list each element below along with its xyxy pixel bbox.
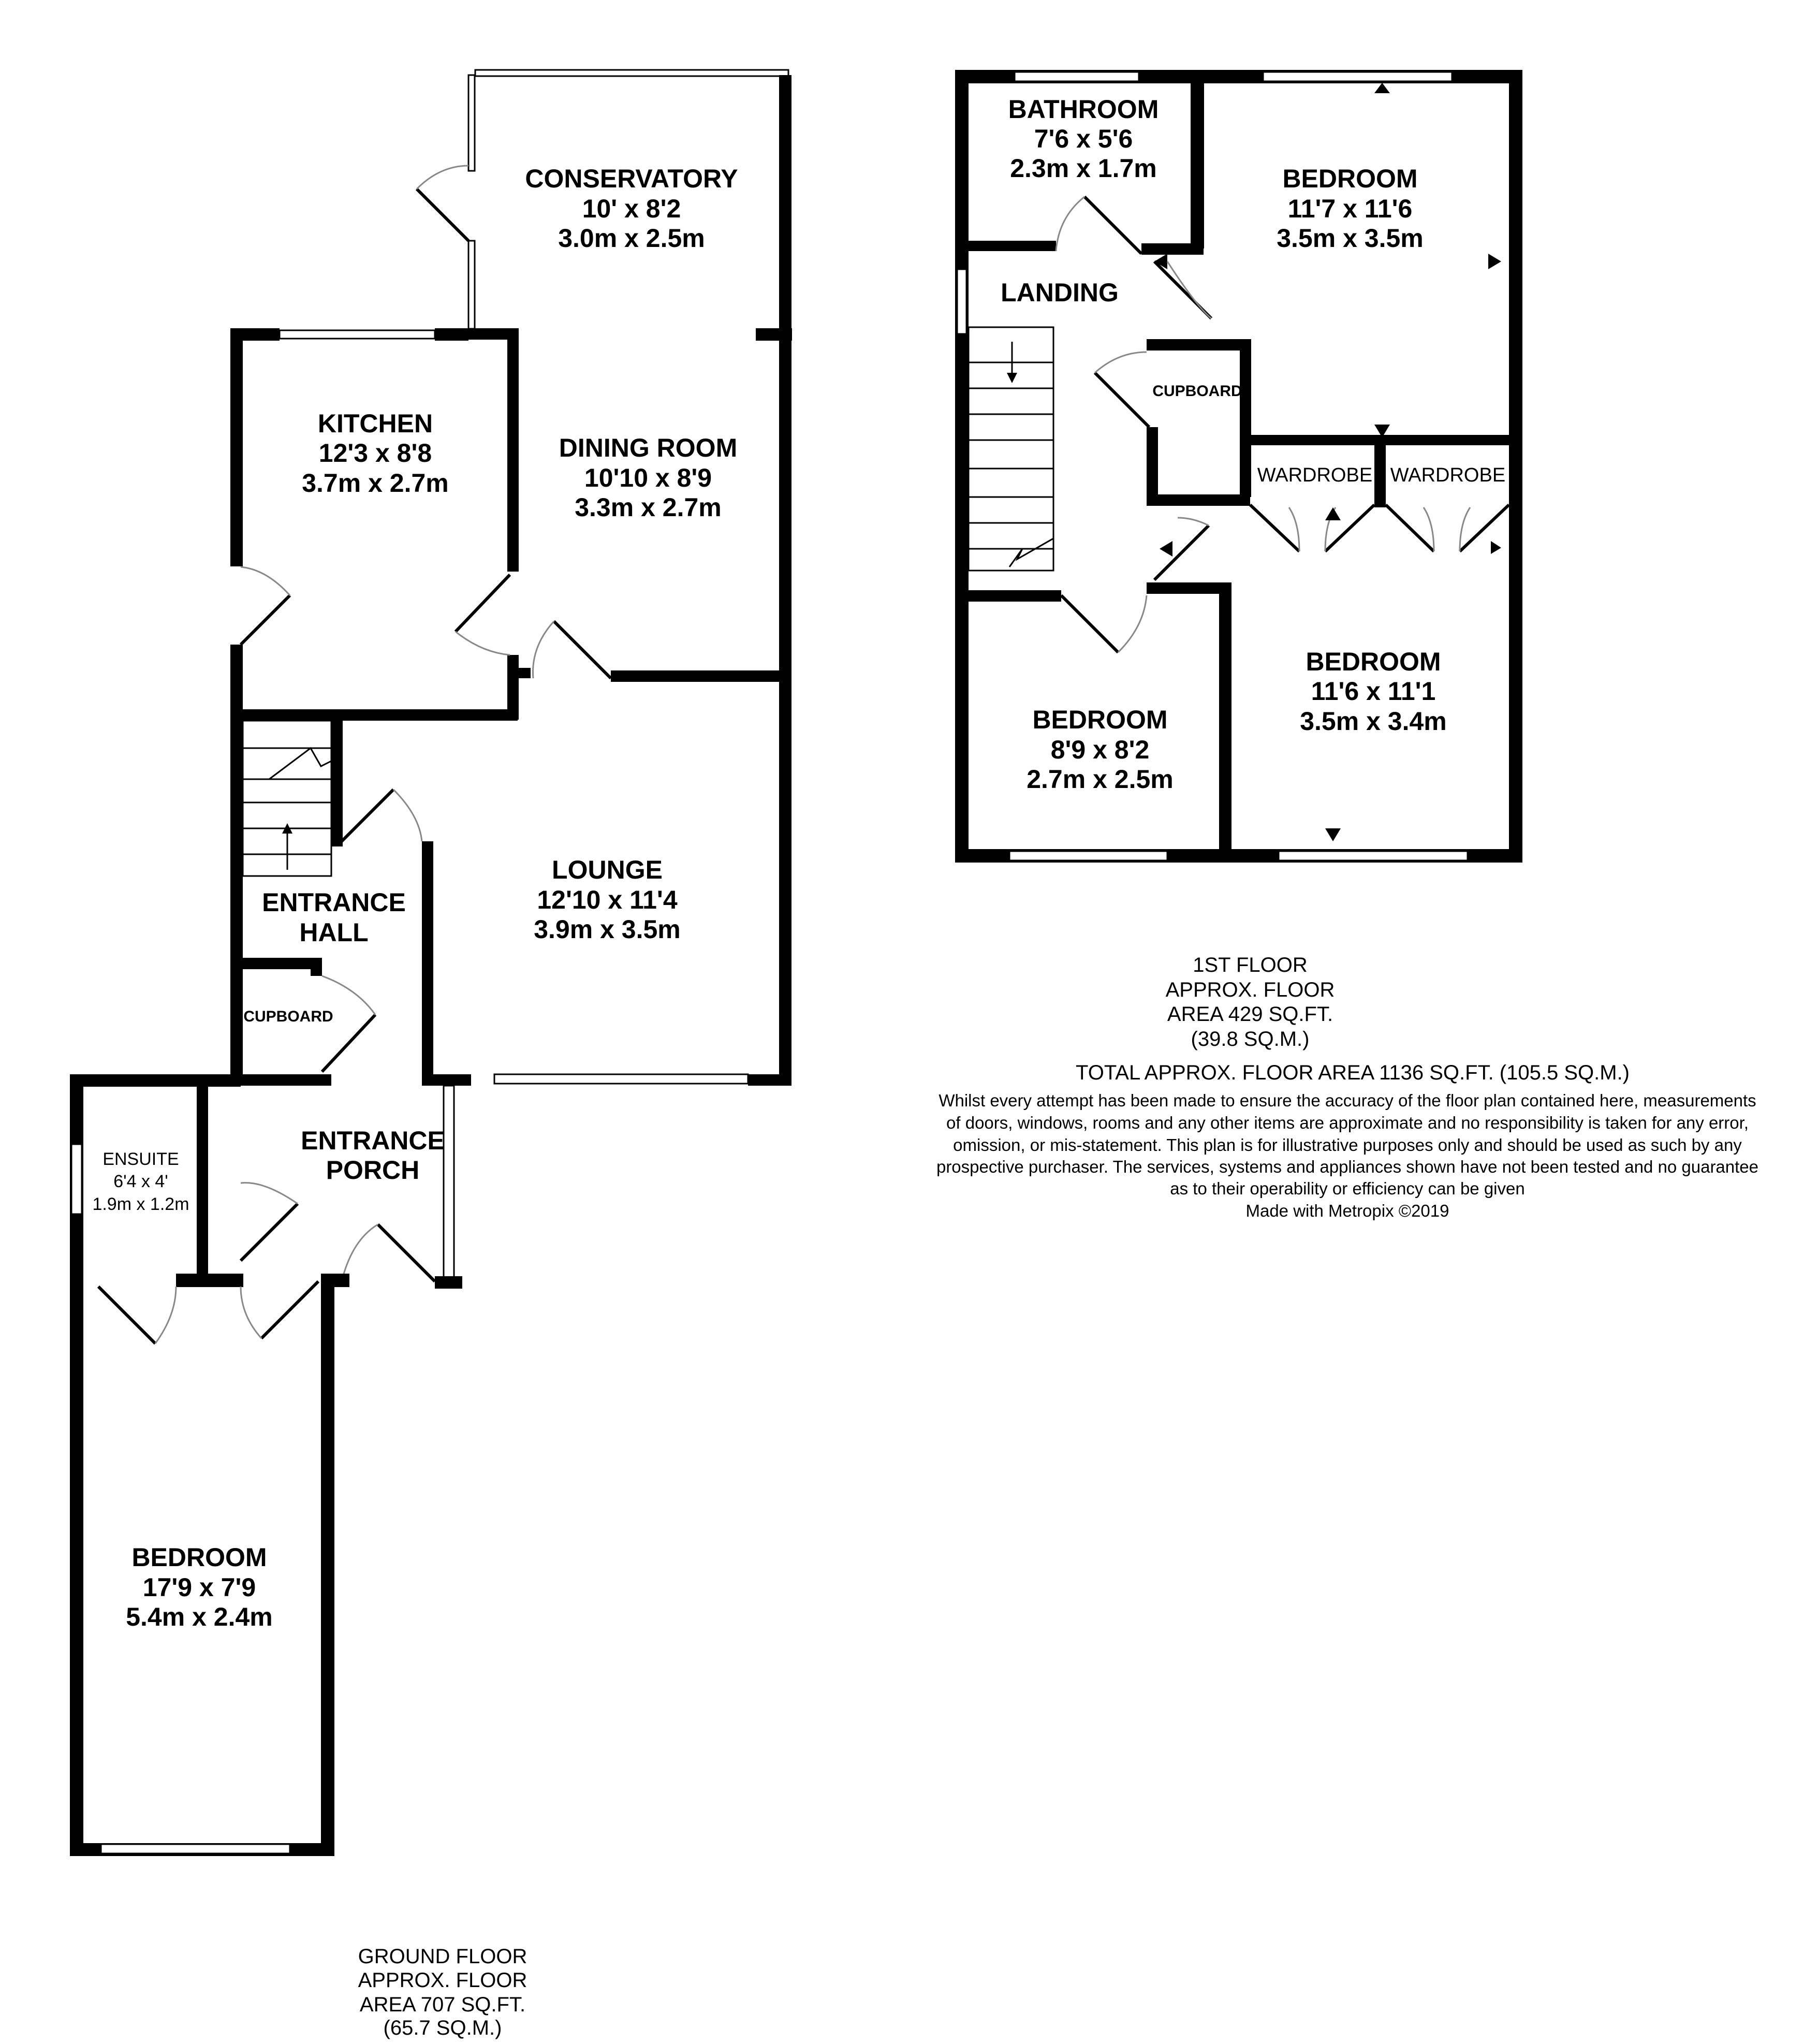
entrance-hall-name-1: ENTRANCE	[262, 888, 406, 917]
bathroom-metric: 2.3m x 1.7m	[1010, 154, 1157, 183]
bathroom-door-swing	[1056, 197, 1084, 251]
bedroom2-imperial: 11'6 x 11'1	[1311, 677, 1436, 706]
lounge-imperial: 12'10 x 11'4	[537, 885, 678, 914]
porch-inner-door-swing	[241, 1183, 298, 1204]
ensuite-name: ENSUITE	[102, 1149, 179, 1169]
hall-stairs	[243, 721, 331, 876]
landing-name: LANDING	[1001, 278, 1119, 307]
landing-cupboard-door[interactable]	[1095, 373, 1149, 427]
first-floor-plan	[955, 70, 1522, 1050]
bathroom-imperial: 7'6 x 5'6	[1034, 124, 1133, 153]
disclaimer-line4: prospective purchaser. The services, systems and appliances shown have not been tested and no guarantee	[936, 1157, 1759, 1176]
entrance-porch-name-1: ENTRANCE	[301, 1126, 445, 1155]
ground-bedroom-name: BEDROOM	[131, 1543, 267, 1572]
kitchen-back-door-swing	[241, 567, 290, 595]
bedroom3-imperial: 8'9 x 8'2	[1050, 735, 1150, 764]
bedroom-door-swing	[241, 1287, 261, 1338]
kitchen-name: KITCHEN	[317, 409, 433, 438]
ground-area-line1: GROUND FLOOR	[358, 1945, 527, 1968]
ground-bedroom-metric: 5.4m x 2.4m	[126, 1602, 273, 1631]
ground-area-line4: (65.7 SQ.M.)	[383, 2017, 502, 2039]
porch-inner-door[interactable]	[241, 1204, 298, 1261]
porch-bedroom-walls	[70, 1074, 462, 1856]
bedroom1-metric: 3.5m x 3.5m	[1277, 224, 1424, 253]
bathroom-door[interactable]	[1084, 197, 1141, 254]
ensuite-imperial: 6'4 x 4'	[113, 1172, 168, 1191]
ground-area-line2: APPROX. FLOOR	[358, 1969, 527, 1992]
disclaimer-line6: Made with Metropix ©2019	[1245, 1201, 1449, 1220]
dining-room-name: DINING ROOM	[559, 433, 738, 462]
ground-bedroom-imperial: 17'9 x 7'9	[142, 1573, 256, 1602]
ground-cupboard-name: CUPBOARD	[243, 1008, 333, 1025]
entrance-porch-name-2: PORCH	[326, 1156, 420, 1185]
bedroom1-name: BEDROOM	[1282, 164, 1418, 193]
entrance-hall-name-2: HALL	[299, 918, 369, 947]
kitchen-back-door[interactable]	[241, 595, 290, 645]
ensuite-door[interactable]	[98, 1287, 155, 1344]
bedroom-door[interactable]	[261, 1281, 318, 1338]
lounge-metric: 3.9m x 3.5m	[534, 915, 681, 944]
total-floor-area: TOTAL APPROX. FLOOR AREA 1136 SQ.FT. (105.5 SQ.M.)	[1076, 1061, 1630, 1084]
dining-door[interactable]	[554, 621, 611, 678]
ground-floor-plan	[70, 70, 792, 2039]
floor-plan-notes	[936, 1061, 1758, 1220]
first-floor-area	[1166, 954, 1335, 1050]
landing-cupboard-name: CUPBOARD	[1152, 383, 1242, 400]
first-area-line4: (39.8 SQ.M.)	[1191, 1028, 1310, 1050]
dining-door-swing	[533, 621, 554, 678]
kitchen-imperial: 12'3 x 8'8	[318, 439, 432, 468]
wardrobe2-name: WARDROBE	[1390, 464, 1506, 486]
disclaimer-line2: of doors, windows, rooms and any other items are approximate and no responsibility is taken for any error,	[946, 1113, 1749, 1132]
bathroom-name: BATHROOM	[1008, 95, 1159, 124]
ground-room-labels	[92, 164, 738, 1631]
hall-door[interactable]	[342, 790, 393, 841]
wardrobes	[1250, 435, 1509, 554]
wardrobe1-name: WARDROBE	[1257, 464, 1373, 486]
bedroom2-3-walls	[965, 518, 1231, 852]
landing-cupboard-door-swing	[1095, 352, 1147, 373]
first-area-line2: APPROX. FLOOR	[1165, 979, 1335, 1001]
conservatory-door-swing	[417, 166, 468, 189]
ensuite-door-swing	[155, 1287, 176, 1344]
kitchen-door-swing	[456, 632, 510, 655]
conservatory-metric: 3.0m x 2.5m	[558, 224, 705, 253]
bedroom3-metric: 2.7m x 2.5m	[1027, 765, 1174, 794]
bedroom2-door[interactable]	[1154, 525, 1209, 580]
landing-stairs	[969, 327, 1053, 571]
conservatory-door[interactable]	[417, 189, 468, 241]
ground-floor-area	[358, 1945, 527, 2039]
kitchen-door[interactable]	[456, 575, 510, 632]
hall-door-swing	[393, 790, 422, 841]
disclaimer-line1: Whilst every attempt has been made to ensure the accuracy of the floor plan contained here, measurements	[939, 1091, 1756, 1110]
bedroom2-name: BEDROOM	[1306, 647, 1441, 676]
bedroom1-imperial: 11'7 x 11'6	[1287, 194, 1413, 223]
bedroom2-metric: 3.5m x 3.4m	[1300, 707, 1447, 736]
bedroom3-name: BEDROOM	[1032, 705, 1168, 734]
lounge-name: LOUNGE	[552, 855, 663, 884]
dining-room-metric: 3.3m x 2.7m	[575, 493, 722, 522]
conservatory-name: CONSERVATORY	[525, 164, 738, 193]
ensuite-metric: 1.9m x 1.2m	[92, 1194, 189, 1214]
disclaimer-line5: as to their operability or efficiency can be given	[1170, 1179, 1525, 1198]
first-area-line1: 1ST FLOOR	[1193, 954, 1308, 976]
ground-area-line3: AREA 707 SQ.FT.	[359, 1993, 526, 2016]
dining-room-imperial: 10'10 x 8'9	[584, 463, 712, 492]
disclaimer-line3: omission, or mis-statement. This plan is for illustrative purposes only and should be used as such by any	[953, 1135, 1742, 1155]
porch-front-door-swing	[342, 1224, 378, 1281]
conservatory-imperial: 10' x 8'2	[582, 194, 681, 223]
bedroom3-door-swing	[1118, 595, 1147, 652]
kitchen-metric: 3.7m x 2.7m	[302, 469, 449, 498]
bedroom3-door[interactable]	[1061, 595, 1118, 652]
porch-front-door[interactable]	[378, 1224, 435, 1281]
first-area-line3: AREA 429 SQ.FT.	[1167, 1003, 1333, 1026]
